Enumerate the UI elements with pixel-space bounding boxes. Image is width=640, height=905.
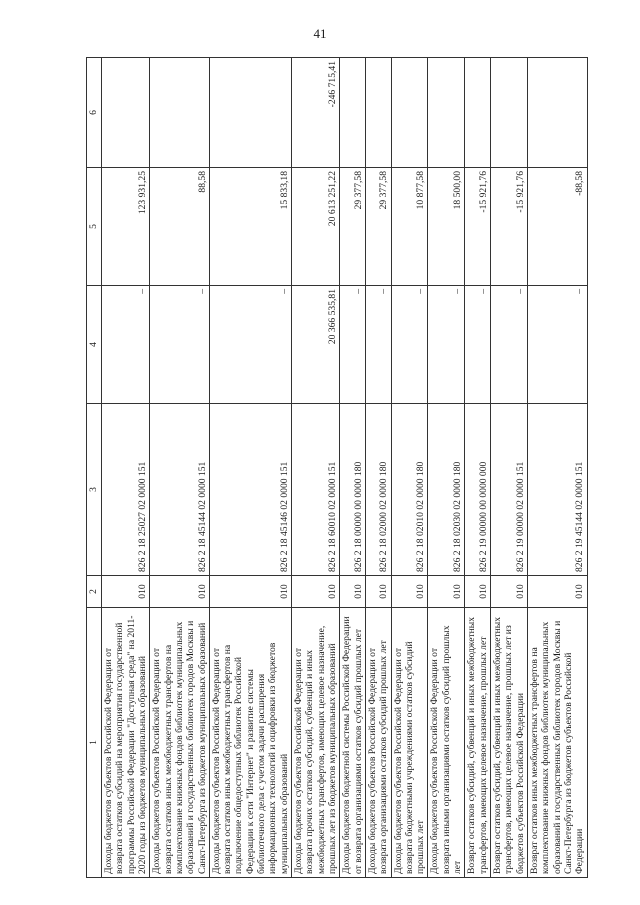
row-name: Доходы бюджетов субъектов Российской Федерации от возврата остатков иных межбюджетных трансфертов на комплектование книжных фондов библиотек муниципальных образований и государственных библиотек городов Москвы и Санкт-Петербурга из бюджетов муниципальных образований — [150, 608, 210, 878]
row-col4: – — [428, 286, 465, 404]
row-name: Доходы бюджетов субъектов Российской Федерации от возврата прочих остатков субсидий, субвенций и иных межбюджетных трансфертов, имеющих целевое назначение, прошлых лет из бюджетов муниципальных образований — [292, 608, 340, 878]
row-col4: – — [527, 286, 587, 404]
row-name: Возврат остатков субсидий, субвенций и иных межбюджетных трансфертов, имеющих целевое назначение, прошлых лет — [465, 608, 491, 878]
row-col6 — [428, 58, 465, 168]
row-col5: 15 833,18 — [209, 168, 291, 286]
row-code: 010 — [150, 576, 210, 608]
table-row — [391, 58, 428, 878]
row-col4: – — [365, 286, 391, 404]
row-kbk: 826 2 18 02010 02 0000 180 — [391, 404, 428, 576]
row-col4: – — [391, 286, 428, 404]
row-code: 010 — [365, 576, 391, 608]
row-col5: -15 921,76 — [465, 168, 491, 286]
row-kbk: 826 2 18 45146 02 0000 151 — [209, 404, 291, 576]
column-header-2: 2 — [87, 576, 102, 608]
table-row — [365, 58, 391, 878]
row-col5: 29 377,58 — [340, 168, 366, 286]
table-row — [150, 58, 210, 878]
row-col5: 29 377,58 — [365, 168, 391, 286]
row-col4: – — [340, 286, 366, 404]
row-col4: 20 366 535,81 — [292, 286, 340, 404]
table-row — [428, 58, 465, 878]
row-col5: 18 500,00 — [428, 168, 465, 286]
row-name: Доходы бюджетов бюджетной системы Российской Федерации от возврата организациями остатков субсидий прошлых лет — [340, 608, 366, 878]
row-col4: – — [102, 286, 150, 404]
row-col6 — [340, 58, 366, 168]
page-number: 41 — [313, 26, 327, 41]
row-code: 010 — [465, 576, 491, 608]
row-col6 — [102, 58, 150, 168]
row-name: Доходы бюджетов субъектов Российской Федерации от возврата организациями остатков субсидий прошлых лет — [365, 608, 391, 878]
row-kbk: 826 2 19 00000 02 0000 151 — [491, 404, 528, 576]
report-table-container — [86, 58, 586, 878]
header-row — [87, 58, 102, 878]
row-col5: 88,58 — [150, 168, 210, 286]
row-name: Возврат остатков субсидий, субвенций и иных межбюджетных трансфертов, имеющих целевое назначение, прошлых лет из бюджетов субъектов Российской Федерации — [491, 608, 528, 878]
row-name: Возврат остатков иных межбюджетных трансфертов на комплектование книжных фондов библиотек муниципальных образований и государственных библиотек городов Москвы и Санкт-Петербурга из бюджетов субъектов Российской Федерации — [527, 608, 587, 878]
table-row — [340, 58, 366, 878]
row-col6 — [150, 58, 210, 168]
row-name: Доходы бюджетов субъектов Российской Федерации от возврата иными организациями остатков субсидий прошлых лет — [428, 608, 465, 878]
table-row — [209, 58, 291, 878]
row-code: 010 — [391, 576, 428, 608]
column-header-5: 5 — [87, 168, 102, 286]
table-row — [465, 58, 491, 878]
column-header-6: 6 — [87, 58, 102, 168]
row-col6 — [465, 58, 491, 168]
row-col6 — [365, 58, 391, 168]
row-kbk: 826 2 18 60010 02 0000 151 — [292, 404, 340, 576]
table-row — [102, 58, 150, 878]
row-col5: -15 921,76 — [491, 168, 528, 286]
row-col6: -246 715,41 — [292, 58, 340, 168]
column-header-3: 3 — [87, 404, 102, 576]
row-col6 — [527, 58, 587, 168]
row-col4: – — [491, 286, 528, 404]
row-col4: – — [209, 286, 291, 404]
row-col6 — [491, 58, 528, 168]
row-kbk: 826 2 18 02000 02 0000 180 — [365, 404, 391, 576]
row-col5: 20 613 251,22 — [292, 168, 340, 286]
row-col6 — [209, 58, 291, 168]
row-code: 010 — [527, 576, 587, 608]
row-col6 — [391, 58, 428, 168]
row-col5: -88,58 — [527, 168, 587, 286]
row-kbk: 826 2 18 45144 02 0000 151 — [150, 404, 210, 576]
row-name: Доходы бюджетов субъектов Российской Федерации от возврата остатков иных межбюджетных трансфертов на подключение общедоступных библиотек Российской Федерации к сети "Интернет" и развитие системы библиотечного дела с учетом задачи расширения информационных технологий и оцифровки из бюджетов муниципальных образований — [209, 608, 291, 878]
row-kbk: 826 2 18 02030 02 0000 180 — [428, 404, 465, 576]
row-name: Доходы бюджетов субъектов Российской Федерации от возврата остатков субсидий на мероприятия государственной программы Российской Федерации "Доступная среда" на 2011-2020 годы из бюджетов муниципальных образований — [102, 608, 150, 878]
row-col4: – — [465, 286, 491, 404]
column-header-1: 1 — [87, 608, 102, 878]
column-header-4: 4 — [87, 286, 102, 404]
report-table — [86, 57, 588, 878]
table-row — [527, 58, 587, 878]
row-code: 010 — [428, 576, 465, 608]
row-col4: – — [150, 286, 210, 404]
row-name: Доходы бюджетов субъектов Российской Федерации от возврата бюджетными учреждениями остатков субсидий прошлых лет — [391, 608, 428, 878]
row-kbk: 826 2 18 00000 00 0000 180 — [340, 404, 366, 576]
row-code: 010 — [340, 576, 366, 608]
row-col5: 10 877,58 — [391, 168, 428, 286]
row-code: 010 — [491, 576, 528, 608]
row-kbk: 826 2 18 25027 02 0000 151 — [102, 404, 150, 576]
row-kbk: 826 2 19 00000 00 0000 000 — [465, 404, 491, 576]
row-kbk: 826 2 19 45144 02 0000 151 — [527, 404, 587, 576]
table-row — [292, 58, 340, 878]
row-code: 010 — [292, 576, 340, 608]
table-row — [491, 58, 528, 878]
row-col5: 123 931,25 — [102, 168, 150, 286]
row-code: 010 — [209, 576, 291, 608]
row-code: 010 — [102, 576, 150, 608]
